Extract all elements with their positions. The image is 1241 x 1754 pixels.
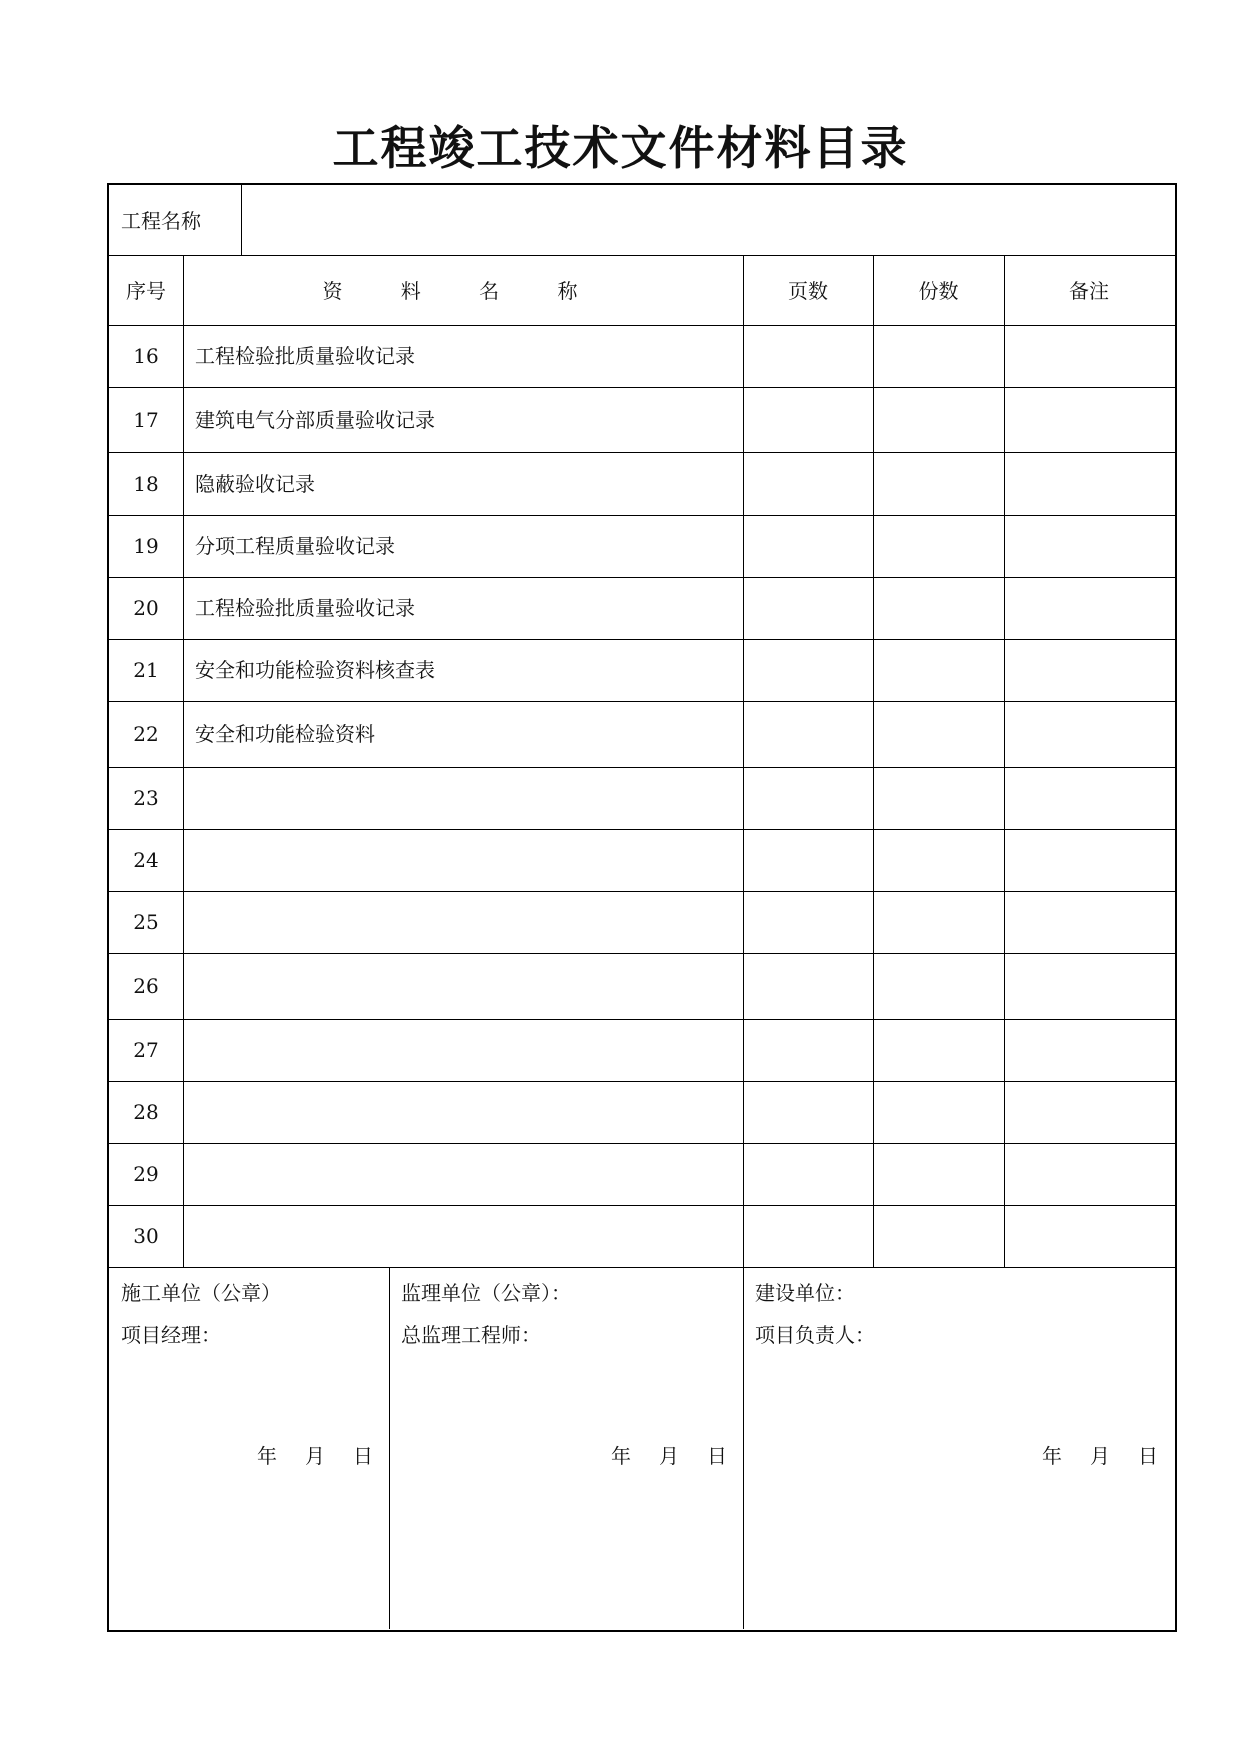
row-document-name[interactable]: 隐蔽验收记录 [195, 472, 315, 496]
date-day-label: 日 [707, 1444, 727, 1468]
date-month-label: 月 [305, 1444, 325, 1468]
row-divider [109, 1019, 1175, 1020]
col-header-name-text: 资 料 名 称 [322, 279, 604, 303]
row-number: 27 [133, 1038, 159, 1062]
date-year-label: 年 [611, 1444, 631, 1468]
row-number: 30 [133, 1224, 159, 1248]
col-header-name [183, 279, 743, 303]
row-document-name[interactable]: 安全和功能检验资料 [195, 722, 375, 746]
row-number: 16 [133, 344, 159, 368]
column-divider [743, 255, 744, 1267]
col-header-remarks: 备注 [1069, 279, 1109, 303]
date-day-label: 日 [1138, 1444, 1158, 1468]
row-number: 29 [133, 1162, 159, 1186]
row-document-name[interactable]: 分项工程质量验收记录 [195, 534, 395, 558]
column-divider [873, 255, 874, 1267]
row-document-name[interactable]: 工程检验批质量验收记录 [195, 596, 415, 620]
row-number: 23 [133, 786, 159, 810]
row-divider [109, 452, 1175, 453]
project-divider [241, 185, 242, 255]
signature-unit-label: 建设单位： [755, 1281, 855, 1305]
row-number: 20 [133, 596, 159, 620]
date-month-label: 月 [659, 1444, 679, 1468]
row-divider [109, 1143, 1175, 1144]
col-header-no: 序号 [126, 279, 166, 303]
date-month-label: 月 [1090, 1444, 1110, 1468]
row-document-name[interactable]: 工程检验批质量验收记录 [195, 344, 415, 368]
row-divider [109, 953, 1175, 954]
column-divider [1004, 255, 1005, 1267]
row-number: 24 [133, 848, 159, 872]
row-divider [109, 891, 1175, 892]
row-divider [109, 701, 1175, 702]
row-divider [109, 1267, 1175, 1268]
signature-date[interactable] [743, 1444, 1158, 1468]
document-title: 工程竣工技术文件材料目录 [332, 121, 909, 175]
row-number: 26 [133, 974, 159, 998]
column-divider [183, 255, 184, 1267]
row-number: 18 [133, 472, 159, 496]
signature-person-label: 总监理工程师： [401, 1323, 541, 1347]
row-number: 25 [133, 910, 159, 934]
col-header-copies: 份数 [918, 279, 959, 303]
row-divider [109, 1205, 1175, 1206]
date-year-label: 年 [257, 1444, 277, 1468]
row-document-name[interactable]: 安全和功能检验资料核查表 [195, 658, 435, 682]
row-number: 22 [133, 722, 159, 746]
row-document-name[interactable]: 建筑电气分部质量验收记录 [195, 408, 435, 432]
col-header-pages: 页数 [788, 279, 828, 303]
row-divider [109, 577, 1175, 578]
project-name-label: 工程名称 [121, 209, 201, 233]
row-divider [109, 325, 1175, 326]
signature-person-label: 项目负责人： [755, 1323, 875, 1347]
row-divider [109, 387, 1175, 388]
row-number: 19 [133, 534, 159, 558]
signature-date[interactable] [389, 1444, 727, 1468]
row-number: 28 [133, 1100, 159, 1124]
date-day-label: 日 [353, 1444, 373, 1468]
signature-unit-label: 施工单位（公章） [121, 1281, 281, 1305]
row-divider [109, 515, 1175, 516]
row-divider [109, 255, 1175, 256]
row-divider [109, 639, 1175, 640]
row-divider [109, 1081, 1175, 1082]
signature-unit-label: 监理单位（公章）： [401, 1281, 571, 1305]
signature-person-label: 项目经理： [121, 1323, 221, 1347]
row-divider [109, 767, 1175, 768]
date-year-label: 年 [1042, 1444, 1062, 1468]
signature-date[interactable] [109, 1444, 373, 1468]
row-number: 21 [133, 658, 159, 682]
row-divider [109, 829, 1175, 830]
catalog-form [107, 183, 1177, 1632]
row-number: 17 [133, 408, 159, 432]
